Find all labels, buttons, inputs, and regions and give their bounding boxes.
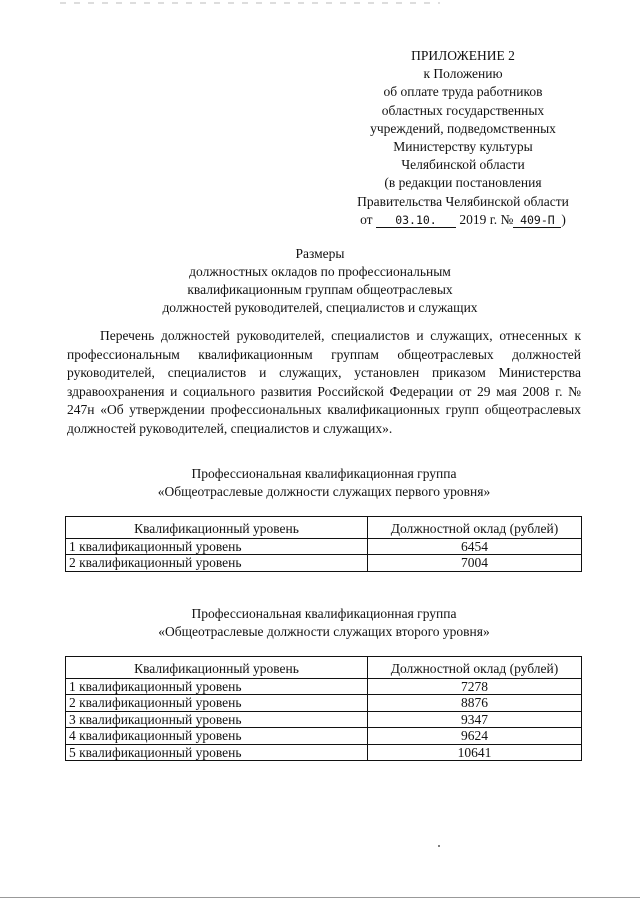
appendix-title: ПРИЛОЖЕНИЕ 2 [411, 48, 515, 63]
column-header-level: Квалификационный уровень [66, 517, 368, 539]
appendix-closing-paren: ) [561, 211, 566, 227]
appendix-line: Министерству культуры [393, 139, 533, 155]
table-row [66, 711, 582, 728]
table-row [66, 728, 582, 745]
scan-artifact-bottom [0, 897, 640, 898]
group-heading-first-level [67, 465, 581, 501]
handwritten-number: 409-П [513, 214, 561, 228]
group-heading-line: Профессиональная квалификационная группа [191, 466, 457, 481]
group-heading-line: Профессиональная квалификационная группа [191, 606, 457, 621]
appendix-line: Правительства Челябинской области [357, 193, 569, 209]
scan-speck [438, 845, 440, 847]
group-heading-line: «Общеотраслевые должности служащих второго уровня» [158, 624, 490, 639]
table-row [66, 538, 582, 555]
intro-paragraph: Перечень должностей руководителей, специалистов и служащих, отнесенных к профессиональным квалификационным группам общеотраслевых должностей руководителей, специалистов и служащих, установлен приказом Министерства здравоохранения и социального развития Российской Федерации от 29 мая 2008 г. № 247н «Об утверждении профессиональных квалификационных групп общеотраслевых должностей руководителей, специалистов и служащих». [67, 328, 581, 436]
appendix-header [330, 47, 596, 229]
salary-cell: 7278 [368, 678, 582, 695]
level-cell: 5 квалификационный уровень [66, 744, 368, 761]
salary-cell: 8876 [368, 695, 582, 712]
document-title-line: должностных окладов по профессиональным [189, 264, 451, 279]
level-cell: 1 квалификационный уровень [66, 538, 368, 555]
table-header-row [66, 657, 582, 679]
appendix-year-text: 2019 г. № [459, 211, 514, 227]
appendix-line: областных государственных [381, 102, 545, 118]
handwritten-date: 03.10. [376, 214, 456, 228]
scan-artifact-top [60, 2, 440, 4]
appendix-from-word: от [360, 211, 373, 227]
table-row [66, 555, 582, 572]
salary-cell: 10641 [368, 744, 582, 761]
column-header-salary: Должностной оклад (рублей) [368, 517, 582, 539]
salary-table-first-level [65, 516, 582, 572]
salary-cell: 9624 [368, 728, 582, 745]
group-heading-second-level [67, 605, 581, 641]
level-cell: 3 квалификационный уровень [66, 711, 368, 728]
document-title-line: Размеры [295, 246, 345, 261]
table-header-row [66, 517, 582, 539]
document-title-line: должностей руководителей, специалистов и служащих [162, 300, 478, 315]
table-row [66, 744, 582, 761]
salary-cell: 6454 [368, 538, 582, 555]
appendix-date-line [330, 211, 596, 229]
appendix-line: учреждений, подведомственных [370, 120, 556, 136]
salary-table-second-level [65, 656, 582, 761]
level-cell: 2 квалификационный уровень [66, 695, 368, 712]
appendix-line: об оплате труда работников [383, 84, 543, 100]
level-cell: 1 квалификационный уровень [66, 678, 368, 695]
appendix-line: (в редакции постановления [384, 175, 542, 191]
salary-cell: 7004 [368, 555, 582, 572]
appendix-line: Челябинской области [401, 157, 525, 173]
document-title-line: квалификационным группам общеотраслевых [187, 282, 453, 297]
column-header-salary: Должностной оклад (рублей) [368, 657, 582, 679]
table-row [66, 678, 582, 695]
level-cell: 4 квалификационный уровень [66, 728, 368, 745]
salary-cell: 9347 [368, 711, 582, 728]
appendix-line: к Положению [423, 66, 503, 82]
column-header-level: Квалификационный уровень [66, 657, 368, 679]
level-cell: 2 квалификационный уровень [66, 555, 368, 572]
group-heading-line: «Общеотраслевые должности служащих первого уровня» [157, 484, 491, 499]
document-title [100, 245, 540, 317]
table-row [66, 695, 582, 712]
